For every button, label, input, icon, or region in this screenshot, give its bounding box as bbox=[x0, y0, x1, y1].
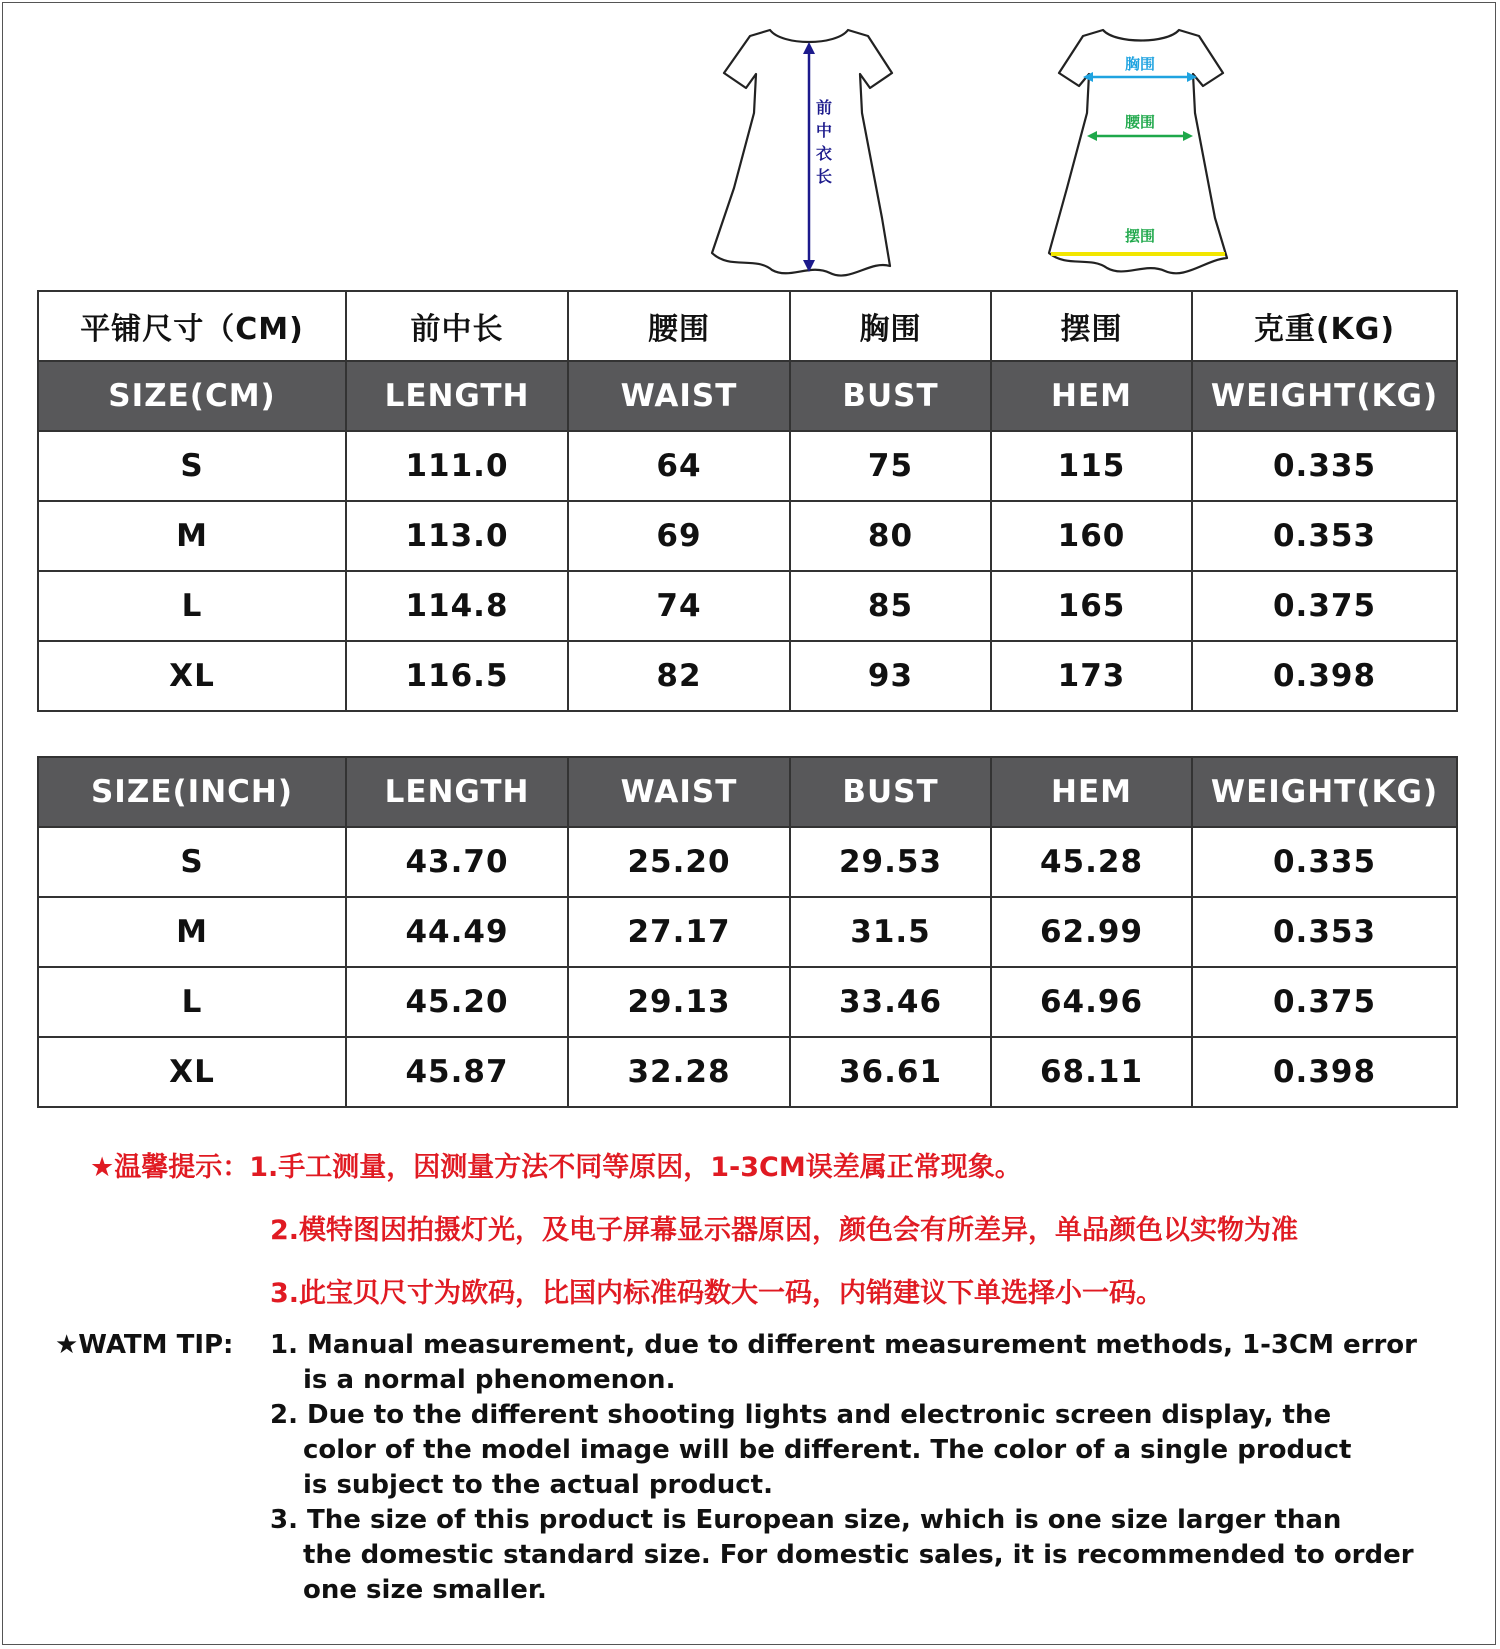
svg-text:衣: 衣 bbox=[816, 144, 833, 163]
header-cell: WEIGHT(KG) bbox=[1192, 757, 1457, 827]
table-cell: 173 bbox=[991, 641, 1192, 711]
table-cell: 69 bbox=[568, 501, 790, 571]
tip-en-text: 3. The size of this product is European size, which is one size larger than bbox=[270, 1505, 1342, 1535]
bust-label: 胸围 bbox=[1124, 55, 1156, 73]
header-cell: WAIST bbox=[568, 757, 790, 827]
tip-en-text: color of the model image will be different. The color of a single product bbox=[303, 1435, 1352, 1465]
waist-label: 腰围 bbox=[1124, 113, 1156, 131]
table-cell: 64.96 bbox=[991, 967, 1192, 1037]
table-cell: 27.17 bbox=[568, 897, 790, 967]
size-table-cm bbox=[37, 290, 1458, 712]
table-row bbox=[38, 897, 1457, 967]
tip-en-text: is subject to the actual product. bbox=[303, 1470, 773, 1500]
header-cell: 摆围 bbox=[991, 291, 1192, 361]
table-header-en bbox=[38, 361, 1457, 431]
header-cell: HEM bbox=[991, 757, 1192, 827]
table-cell: 0.398 bbox=[1192, 1037, 1457, 1107]
table-cell: 45.87 bbox=[346, 1037, 568, 1107]
header-cell: SIZE(CM) bbox=[38, 361, 346, 431]
table-cell: 113.0 bbox=[346, 501, 568, 571]
table-cell: 64 bbox=[568, 431, 790, 501]
table-row bbox=[38, 431, 1457, 501]
header-cell: 前中长 bbox=[346, 291, 568, 361]
table-cell: 0.353 bbox=[1192, 501, 1457, 571]
tip-en-text: one size smaller. bbox=[303, 1575, 547, 1605]
table-cell: 0.353 bbox=[1192, 897, 1457, 967]
size-table-inch bbox=[37, 756, 1458, 1108]
header-cell: 克重(KG) bbox=[1192, 291, 1457, 361]
table-cell: 43.70 bbox=[346, 827, 568, 897]
table-row bbox=[38, 967, 1457, 1037]
table-cell: S bbox=[38, 431, 346, 501]
table-cell: 25.20 bbox=[568, 827, 790, 897]
table-row bbox=[38, 827, 1457, 897]
table-cell: 44.49 bbox=[346, 897, 568, 967]
table-cell: 165 bbox=[991, 571, 1192, 641]
table-cell: 68.11 bbox=[991, 1037, 1192, 1107]
header-cell: BUST bbox=[790, 361, 991, 431]
svg-text:长: 长 bbox=[816, 167, 833, 186]
dress-circumference-figure bbox=[1045, 18, 1235, 278]
table-cell: 36.61 bbox=[790, 1037, 991, 1107]
tip-en-item bbox=[270, 1398, 1450, 1503]
table-cell: XL bbox=[38, 1037, 346, 1107]
tip-cn-3: 3.此宝贝尺寸为欧码，比国内标准码数大一码，内销建议下单选择小一码。 bbox=[270, 1278, 1164, 1309]
table-row bbox=[38, 571, 1457, 641]
table-cell: 45.20 bbox=[346, 967, 568, 1037]
table-cell: 160 bbox=[991, 501, 1192, 571]
table-cell: 85 bbox=[790, 571, 991, 641]
header-cell: WEIGHT(KG) bbox=[1192, 361, 1457, 431]
table-cell: M bbox=[38, 501, 346, 571]
table-header-en bbox=[38, 757, 1457, 827]
table-cell: 115 bbox=[991, 431, 1192, 501]
header-cell: HEM bbox=[991, 361, 1192, 431]
tip-en-text: 2. Due to the different shooting lights and electronic screen display, the bbox=[270, 1400, 1332, 1430]
table-cell: M bbox=[38, 897, 346, 967]
svg-text:中: 中 bbox=[816, 121, 833, 140]
table-row bbox=[38, 1037, 1457, 1107]
table-cell: 45.28 bbox=[991, 827, 1192, 897]
table-cell: 116.5 bbox=[346, 641, 568, 711]
header-cell: 平铺尺寸（CM) bbox=[38, 291, 346, 361]
table-cell: 111.0 bbox=[346, 431, 568, 501]
table-cell: 82 bbox=[568, 641, 790, 711]
table-cell: 80 bbox=[790, 501, 991, 571]
table-cell: 0.398 bbox=[1192, 641, 1457, 711]
table-cell: 29.53 bbox=[790, 827, 991, 897]
hem-label: 摆围 bbox=[1124, 227, 1156, 245]
table-cell: XL bbox=[38, 641, 346, 711]
table-cell: L bbox=[38, 967, 346, 1037]
table-cell: 114.8 bbox=[346, 571, 568, 641]
table-cell: 33.46 bbox=[790, 967, 991, 1037]
table-cell: 0.375 bbox=[1192, 571, 1457, 641]
table-cell: 0.335 bbox=[1192, 827, 1457, 897]
table-cell: 0.335 bbox=[1192, 431, 1457, 501]
header-cell: BUST bbox=[790, 757, 991, 827]
tip-cn-2: 2.模特图因拍摄灯光，及电子屏幕显示器原因，颜色会有所差异，单品颜色以实物为准 bbox=[270, 1215, 1299, 1246]
header-cell: 胸围 bbox=[790, 291, 991, 361]
table-row bbox=[38, 641, 1457, 711]
table-cell: 74 bbox=[568, 571, 790, 641]
dress-length-figure bbox=[710, 18, 910, 278]
tip-en-text: the domestic standard size. For domestic sales, it is recommended to order bbox=[303, 1540, 1414, 1570]
table-cell: 29.13 bbox=[568, 967, 790, 1037]
tip-cn-1: ★温馨提示：1.手工测量，因测量方法不同等原因，1-3CM误差属正常现象。 bbox=[90, 1152, 1022, 1183]
table-cell: 62.99 bbox=[991, 897, 1192, 967]
table-cell: 75 bbox=[790, 431, 991, 501]
tip-en-text: 1. Manual measurement, due to different measurement methods, 1-3CM error bbox=[270, 1330, 1417, 1360]
length-label-1: 前 bbox=[816, 98, 833, 117]
table-row bbox=[38, 501, 1457, 571]
tip-en-item bbox=[270, 1503, 1450, 1608]
header-cell: 腰围 bbox=[568, 291, 790, 361]
header-cell: LENGTH bbox=[346, 361, 568, 431]
tip-en-item bbox=[270, 1328, 1450, 1398]
header-cell: LENGTH bbox=[346, 757, 568, 827]
table-header-cn bbox=[38, 291, 1457, 361]
tip-en-text: is a normal phenomenon. bbox=[303, 1365, 676, 1395]
table-cell: 31.5 bbox=[790, 897, 991, 967]
table-cell: 32.28 bbox=[568, 1037, 790, 1107]
table-cell: L bbox=[38, 571, 346, 641]
table-cell: 93 bbox=[790, 641, 991, 711]
header-cell: SIZE(INCH) bbox=[38, 757, 346, 827]
tip-en-lead: ★WATM TIP: bbox=[55, 1330, 234, 1360]
header-cell: WAIST bbox=[568, 361, 790, 431]
table-cell: 0.375 bbox=[1192, 967, 1457, 1037]
table-cell: S bbox=[38, 827, 346, 897]
